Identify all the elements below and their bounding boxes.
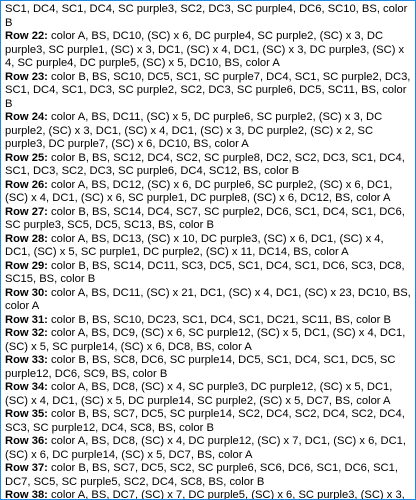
row-instructions: color A, BS, DC9, (SC) x 6, SC purple12, (SC) x 5, DC1, (SC) x 4, DC1, (SC) x 5, SC purple14, (SC) x 6, DC8, BS, color A	[5, 327, 406, 353]
pattern-text	[1, 1, 415, 500]
pattern-row-24	[5, 111, 411, 152]
row-label: Row 31:	[5, 313, 48, 326]
row-instructions: color B, BS, SC8, DC6, SC purple14, DC5, SC1, DC4, SC1, DC5, SC purple12, DC6, SC9, BS, color B	[5, 354, 396, 380]
pattern-row-28	[5, 233, 411, 260]
row-label: Row 38:	[5, 489, 48, 500]
row-instructions: color B, BS, SC7, DC5, SC2, SC purple6, SC6, DC6, SC1, DC6, SC1, DC7, SC5, SC purple5, SC2, DC4, SC8, BS, color B	[5, 462, 398, 488]
pattern-row-34	[5, 381, 411, 408]
row-label: Row 23:	[5, 70, 48, 83]
row-label: Row 26:	[5, 178, 48, 191]
row-label: Row 35:	[5, 408, 48, 420]
row-instructions: color A, BS, DC8, (SC) x 4, DC purple12, (SC) x 7, DC1, (SC) x 6, DC1, (SC) x 6, DC purple14, (SC) x 5, DC7, BS, color A	[5, 435, 407, 461]
row-label: Row 24:	[5, 111, 48, 123]
pattern-row-33	[5, 354, 411, 381]
row-label: Row 22:	[5, 30, 48, 42]
pattern-row-35	[5, 408, 411, 435]
row-label: Row 36:	[5, 435, 48, 447]
row-label: Row 34:	[5, 381, 48, 393]
pattern-row-25	[5, 152, 411, 179]
row-label: Row 25:	[5, 151, 48, 164]
pattern-row-26	[5, 179, 411, 206]
pattern-row-32	[5, 327, 411, 354]
row-instructions: color B, BS, SC7, DC5, SC purple14, SC2, DC4, SC2, DC4, SC2, DC4, SC3, SC purple12, DC4, SC8, BS, color B	[5, 408, 405, 434]
row-instructions: color B, BS, SC10, DC23, SC1, DC4, SC1, DC21, SC11, BS, color B	[47, 313, 391, 326]
pattern-row-36	[5, 435, 411, 462]
pattern-row-37	[5, 462, 411, 489]
pattern-row-31	[5, 314, 411, 328]
row-label: Row 33:	[5, 354, 48, 366]
pattern-intro: SC1, DC4, SC1, DC4, SC purple3, SC2, DC3, SC purple4, DC6, SC10, BS, color B	[5, 3, 408, 29]
pattern-row-29	[5, 260, 411, 287]
row-label: Row 29:	[5, 259, 48, 272]
row-instructions: color A, BS, DC13, (SC) x 10, DC purple3, (SC) x 6, DC1, (SC) x 4, DC1, (SC) x 5, SC purple1, DC purple2, (SC) x 11, DC14, BS, color A	[5, 232, 384, 258]
row-instructions: color A, BS, DC8, (SC) x 4, SC purple3, DC purple12, (SC) x 5, DC1, (SC) x 4, DC1, (SC) x 5, DC purple14, SC purple2, (SC) x 5, DC7, BS, color A	[5, 381, 393, 407]
row-instructions: color A, BS, DC7, (SC) x 7, DC purple5, (SC) x 6, SC purple3, (SC) x 3,	[47, 489, 405, 500]
row-instructions: color A, BS, DC11, (SC) x 21, DC1, (SC) x 4, DC1, (SC) x 23, DC10, BS, color A	[5, 286, 411, 312]
row-instructions: color B, BS, SC14, DC11, SC3, DC5, SC1, DC4, SC1, DC6, SC3, DC8, SC15, BS, color B	[5, 259, 405, 285]
pattern-row-27	[5, 206, 411, 233]
row-instructions: color B, BS, SC14, DC4, SC7, SC purple2, DC6, SC1, DC4, SC1, DC6, SC purple3, SC5, DC5, SC13, BS, color B	[5, 205, 405, 231]
row-label: Row 32:	[5, 327, 48, 339]
row-instructions: color B, BS, SC12, DC4, SC2, SC purple8, DC2, SC2, DC3, SC1, DC4, SC1, DC3, SC2, DC3, SC purple6, DC4, SC12, BS, color B	[5, 151, 405, 177]
row-label: Row 28:	[5, 232, 48, 245]
pattern-row-22	[5, 30, 411, 71]
pattern-row-30	[5, 287, 411, 314]
row-instructions: color A, BS, DC10, (SC) x 6, DC purple4, SC purple2, (SC) x 3, DC purple3, SC purple1, (SC) x 3, DC1, (SC) x 4, DC1, (SC) x 3, DC purple3, (SC) x 4, SC purple4, DC purple5, (SC) x 5, DC10, BS, color A	[5, 30, 405, 69]
row-label: Row 30:	[5, 286, 48, 299]
row-label: Row 37:	[5, 462, 48, 474]
pattern-row-38	[5, 489, 411, 500]
pattern-row-23	[5, 71, 411, 112]
row-label: Row 27:	[5, 205, 48, 218]
row-instructions: color A, BS, DC12, (SC) x 6, DC purple6, SC purple2, (SC) x 6, DC1, (SC) x 4, DC1, (SC) x 6, SC purple1, DC purple8, (SC) x 6, DC12, BS, color A	[5, 178, 393, 204]
row-instructions: color A, BS, DC11, (SC) x 5, DC purple6, SC purple2, (SC) x 3, DC purple2, (SC) x 3, DC1, (SC) x 4, DC1, (SC) x 3, DC purple2, (SC) x 2, SC purple3, DC purple7, (SC) x 6, DC10, BS, color A	[5, 111, 383, 150]
row-instructions: color B, BS, SC10, DC5, SC1, SC purple7, DC4, SC1, SC purple2, DC3, SC1, DC4, SC1, DC3, SC purple2, SC2, DC3, SC purple6, DC5, SC11, BS, color B	[5, 70, 411, 110]
